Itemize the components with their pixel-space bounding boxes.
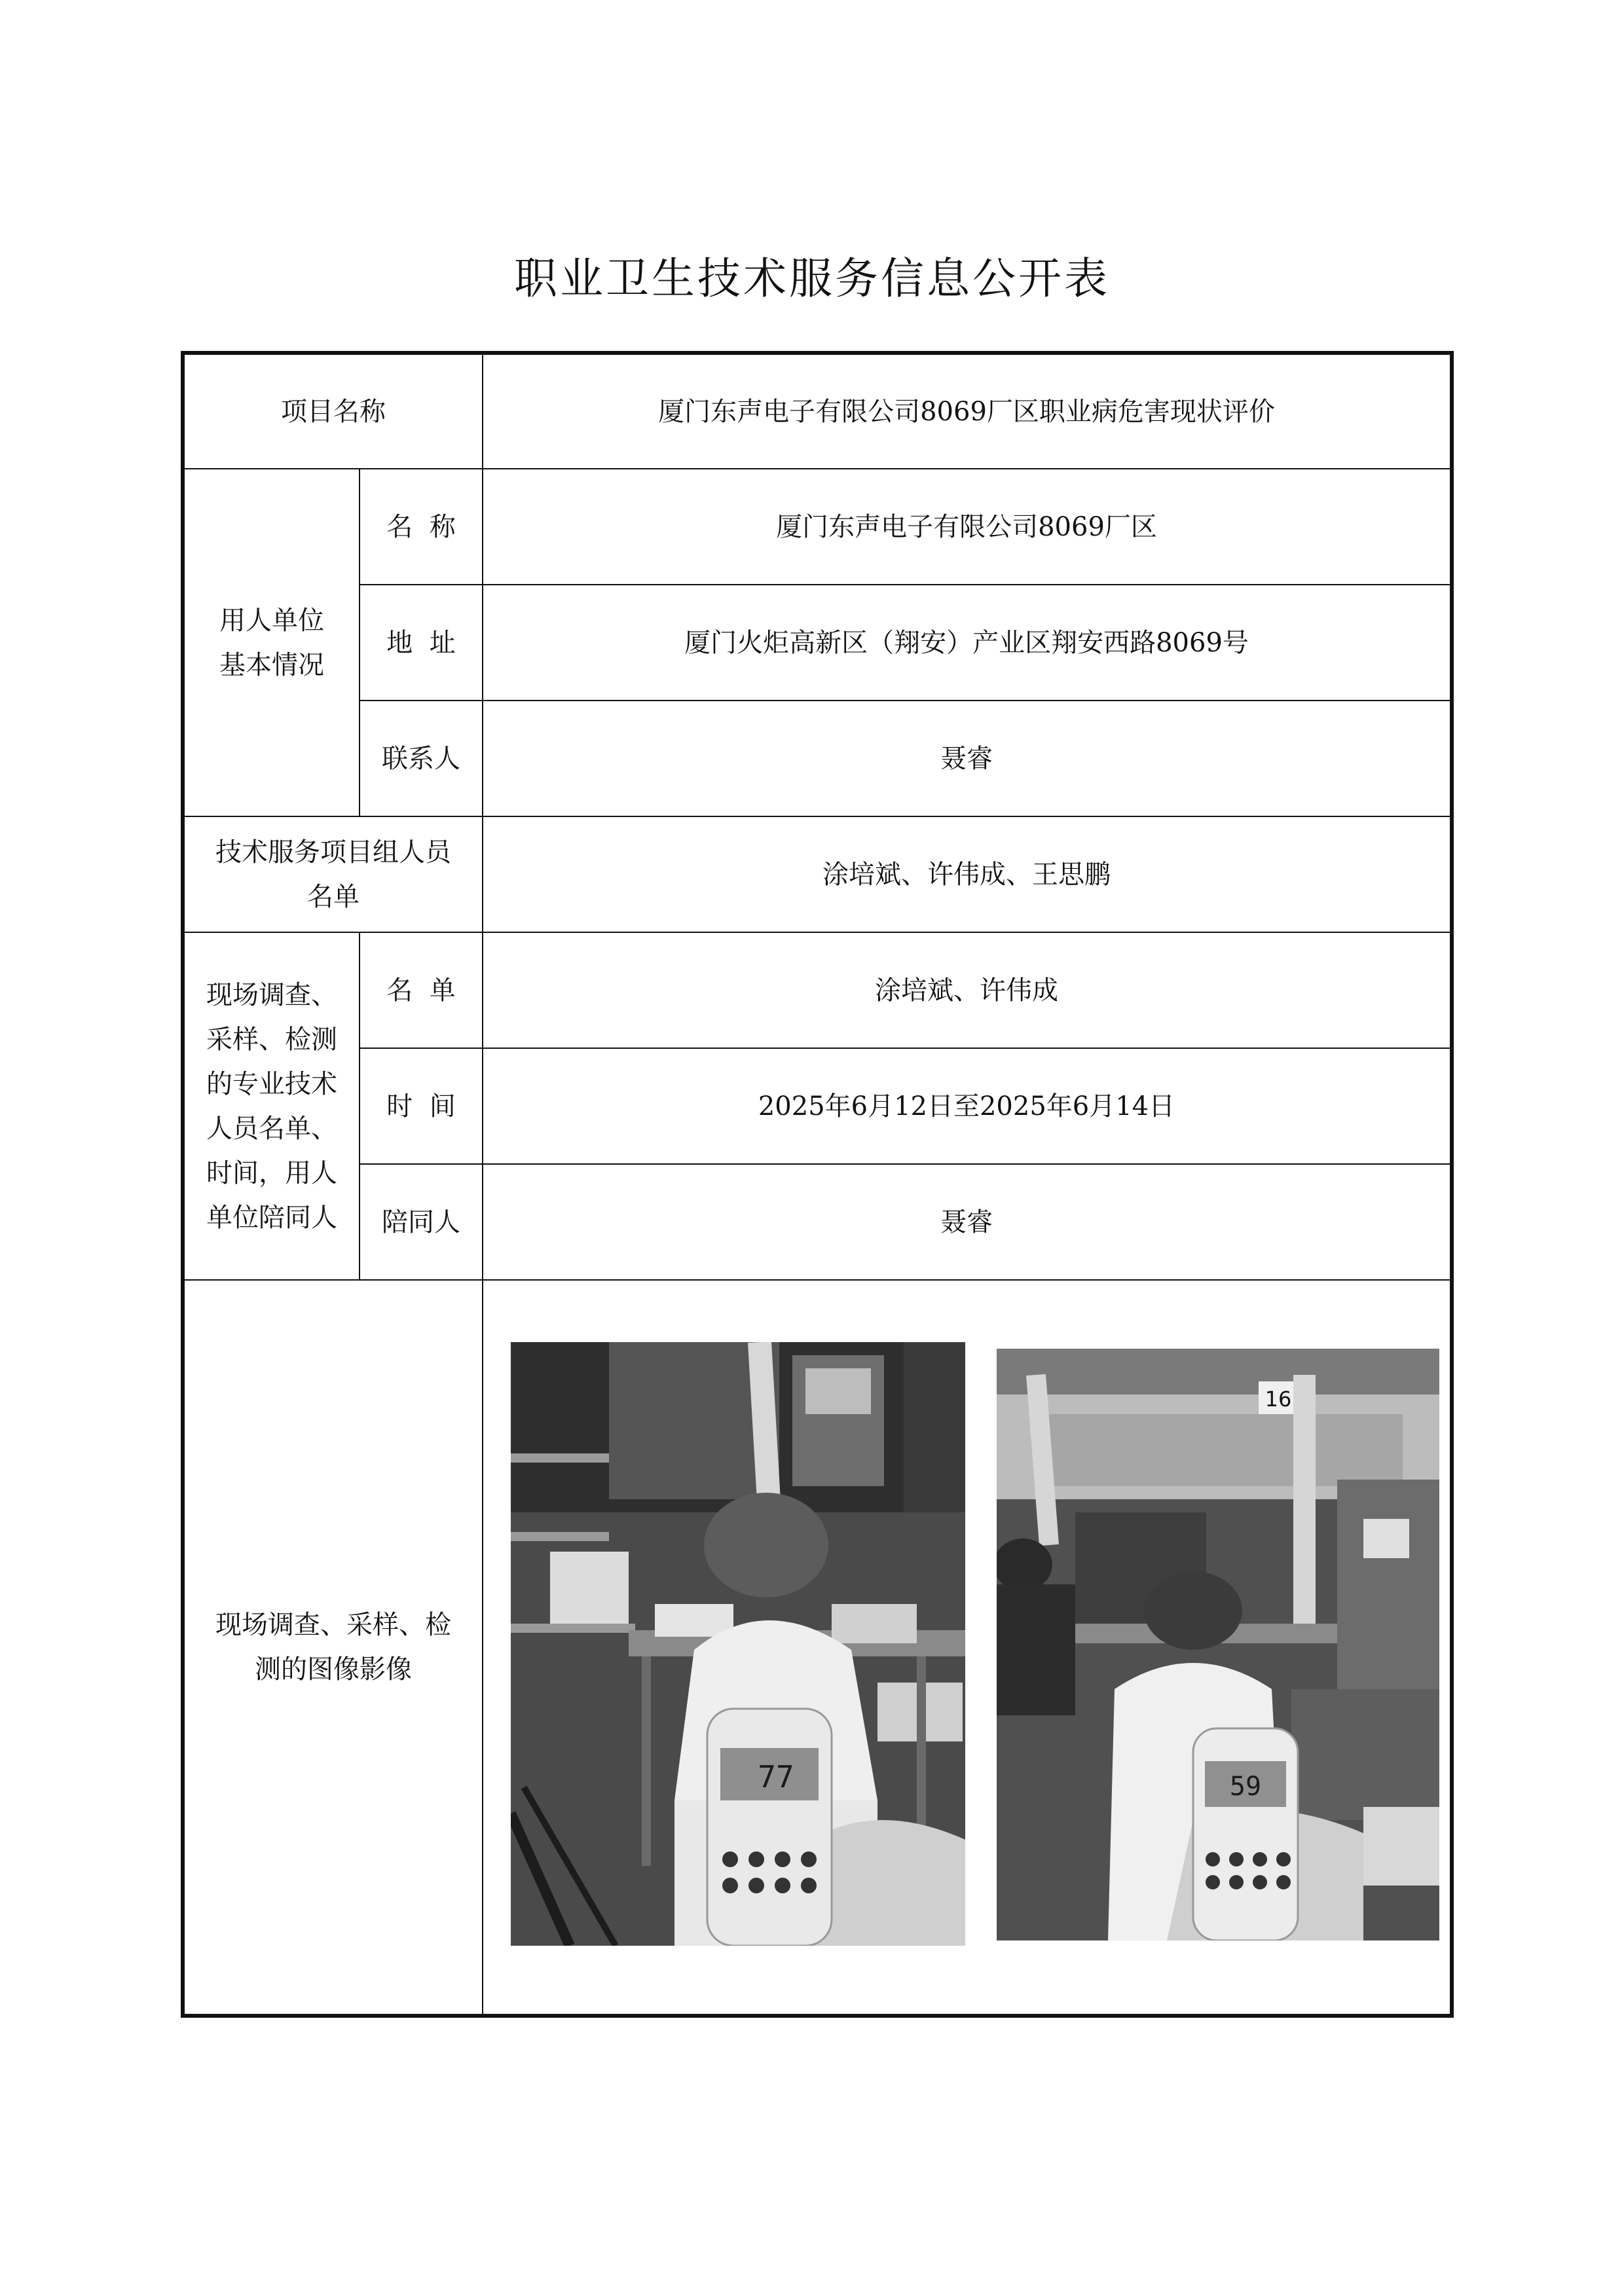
- site-photo-2-image: [997, 1349, 1439, 1941]
- onsite-time-value: 2025年6月12日至2025年6月14日: [483, 1048, 1452, 1164]
- onsite-companion-label: 陪同人: [360, 1164, 483, 1280]
- employer-address-value: 厦门火炬高新区（翔安）产业区翔安西路8069号: [483, 585, 1452, 701]
- onsite-list-value: 涂培斌、许伟成: [483, 932, 1452, 1048]
- team-value: 涂培斌、许伟成、王思鹏: [483, 816, 1452, 932]
- station-number: 16: [1264, 1387, 1292, 1412]
- site-photo-1-image: [511, 1342, 965, 1946]
- onsite-label: 现场调查、采样、检测的专业技术人员名单、时间，用人单位陪同人: [183, 932, 360, 1280]
- row-employer-contact: [183, 701, 1452, 816]
- project-label: 项目名称: [183, 353, 483, 469]
- employer-label-text: 用人单位基本情况: [219, 605, 324, 680]
- employer-name-label: 名 称: [360, 469, 483, 585]
- photo-area: [496, 1281, 1437, 2014]
- employer-contact-value: 聂睿: [483, 701, 1452, 816]
- onsite-time-label: 时 间: [360, 1048, 483, 1164]
- row-onsite-time: [183, 1048, 1452, 1164]
- row-onsite-list: [183, 932, 1452, 1048]
- images-label-text: 现场调查、采样、检测的图像影像: [215, 1610, 451, 1685]
- meter-reading-1: 77: [758, 1759, 794, 1795]
- employer-label: [183, 469, 360, 816]
- images-label: [183, 1280, 483, 2016]
- images-cell: [483, 1280, 1452, 2016]
- site-photo-1: [511, 1342, 965, 1946]
- employer-contact-label: 联系人: [360, 701, 483, 816]
- employer-address-label: 地 址: [360, 585, 483, 701]
- row-team: [183, 816, 1452, 932]
- team-label: [183, 816, 483, 932]
- site-photo-2: [997, 1349, 1439, 1941]
- onsite-companion-value: 聂睿: [483, 1164, 1452, 1280]
- team-label-text: 技术服务项目组人员名单: [215, 837, 451, 912]
- onsite-list-label: 名 单: [360, 932, 483, 1048]
- row-project: [183, 353, 1452, 469]
- employer-name-value: 厦门东声电子有限公司8069厂区: [483, 469, 1452, 585]
- info-table: [181, 351, 1454, 2018]
- row-images: [183, 1280, 1452, 2016]
- project-value: 厦门东声电子有限公司8069厂区职业病危害现状评价: [483, 353, 1452, 469]
- row-onsite-companion: [183, 1164, 1452, 1280]
- row-employer-name: [183, 469, 1452, 585]
- row-employer-address: [183, 585, 1452, 701]
- page-title: 职业卫生技术服务信息公开表: [514, 253, 1110, 304]
- meter-reading-2: 59: [1229, 1772, 1262, 1802]
